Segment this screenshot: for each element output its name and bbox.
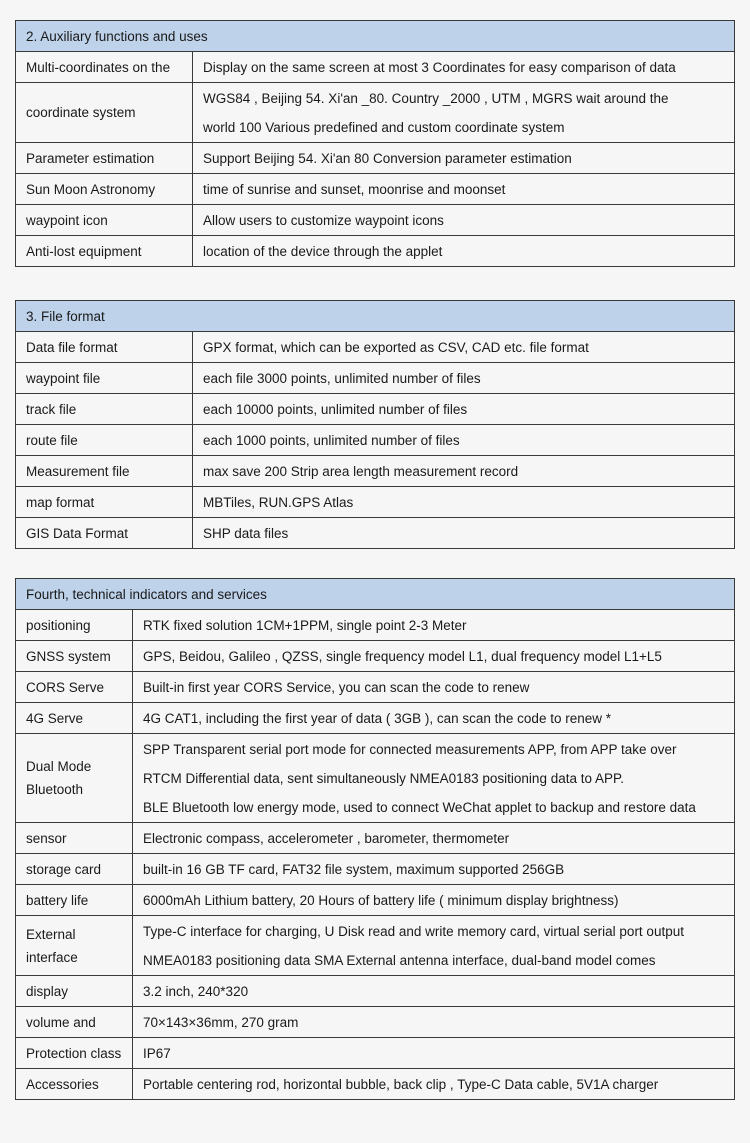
spec-value bbox=[193, 363, 735, 394]
spec-label-line: Multi-coordinates on the bbox=[26, 59, 171, 75]
spec-value bbox=[193, 52, 735, 83]
spec-row bbox=[16, 83, 735, 143]
spec-value bbox=[193, 236, 735, 267]
spec-value-line: SHP data files bbox=[203, 525, 289, 541]
spec-label-line: battery life bbox=[26, 892, 89, 908]
spec-value bbox=[133, 672, 735, 703]
spec-value-line: Display on the same screen at most 3 Coordinates for easy comparison of data bbox=[203, 59, 676, 75]
section-title: Fourth, technical indicators and services bbox=[16, 579, 735, 610]
spec-row bbox=[16, 641, 735, 672]
spec-value bbox=[193, 83, 735, 143]
spec-value-line: RTK fixed solution 1CM+1PPM, single point 2-3 Meter bbox=[143, 617, 467, 633]
spec-row bbox=[16, 456, 735, 487]
spec-value bbox=[133, 854, 735, 885]
spec-row bbox=[16, 976, 735, 1007]
spec-value-line: world 100 Various predefined and custom coordinate system bbox=[203, 119, 565, 135]
spec-value bbox=[133, 610, 735, 641]
spec-value bbox=[193, 425, 735, 456]
spec-value-line: GPX format, which can be exported as CSV, CAD etc. file format bbox=[203, 339, 589, 355]
spec-label bbox=[16, 823, 133, 854]
spec-label-line: GNSS system bbox=[26, 648, 111, 664]
spec-label bbox=[16, 332, 193, 363]
spec-label bbox=[16, 1069, 133, 1100]
spec-value-line: NMEA0183 positioning data SMA External antenna interface, dual-band model comes bbox=[143, 952, 656, 968]
spec-row bbox=[16, 518, 735, 549]
spec-label bbox=[16, 672, 133, 703]
spec-value bbox=[193, 456, 735, 487]
spec-value bbox=[133, 1069, 735, 1100]
spec-label-line: Accessories bbox=[26, 1076, 99, 1092]
spec-row bbox=[16, 425, 735, 456]
spec-value bbox=[133, 734, 735, 823]
spec-row bbox=[16, 854, 735, 885]
spec-row bbox=[16, 205, 735, 236]
spec-value-line: GPS, Beidou, Galileo , QZSS, single frequency model L1, dual frequency model L1+L5 bbox=[143, 648, 662, 664]
spec-value bbox=[133, 641, 735, 672]
spec-row bbox=[16, 703, 735, 734]
spec-row bbox=[16, 734, 735, 823]
spec-row bbox=[16, 823, 735, 854]
spec-row bbox=[16, 1007, 735, 1038]
spec-label bbox=[16, 1007, 133, 1038]
spec-label-line: storage card bbox=[26, 861, 102, 877]
spec-label bbox=[16, 487, 193, 518]
spec-label-line: Measurement file bbox=[26, 463, 130, 479]
spec-value-line: Portable centering rod, horizontal bubble, back clip , Type-C Data cable, 5V1A charger bbox=[143, 1076, 659, 1092]
spec-value-line: built-in 16 GB TF card, FAT32 file system, maximum supported 256GB bbox=[143, 861, 565, 877]
spec-label-line: Bluetooth bbox=[26, 782, 84, 797]
spec-value bbox=[133, 703, 735, 734]
spec-row bbox=[16, 363, 735, 394]
spec-value-line: 70×143×36mm, 270 gram bbox=[143, 1014, 299, 1030]
spec-value bbox=[193, 332, 735, 363]
spec-label-line: Parameter estimation bbox=[26, 150, 155, 166]
spec-value-line: location of the device through the applet bbox=[203, 243, 443, 259]
spec-row bbox=[16, 394, 735, 425]
spec-label bbox=[16, 885, 133, 916]
spec-row bbox=[16, 332, 735, 363]
spec-row bbox=[16, 1038, 735, 1069]
spec-value-line: Type-C interface for charging, U Disk read and write memory card, virtual serial port output bbox=[143, 923, 684, 939]
spec-value bbox=[133, 885, 735, 916]
spec-label bbox=[16, 734, 133, 823]
spec-label bbox=[16, 518, 193, 549]
spec-label-line: display bbox=[26, 983, 69, 999]
spec-row bbox=[16, 610, 735, 641]
spec-label-line: External bbox=[26, 926, 76, 942]
spec-label-line: Dual Mode bbox=[26, 759, 92, 774]
spec-value-line: 4G CAT1, including the first year of data ( 3GB ), can scan the code to renew * bbox=[143, 710, 611, 726]
spec-value bbox=[193, 205, 735, 236]
spec-label bbox=[16, 363, 193, 394]
spec-label bbox=[16, 174, 193, 205]
spec-label-line: sensor bbox=[26, 830, 67, 846]
spec-label-line: track file bbox=[26, 401, 77, 417]
spec-value-line: WGS84 , Beijing 54. Xi'an _80. Country _2000 , UTM , MGRS wait around the bbox=[203, 90, 669, 106]
spec-value-line: SPP Transparent serial port mode for connected measurements APP, from APP take over bbox=[143, 741, 677, 757]
spec-value-line: 3.2 inch, 240*320 bbox=[143, 983, 249, 999]
spec-value-line: IP67 bbox=[143, 1045, 171, 1061]
spec-value-line: Support Beijing 54. Xi'an 80 Conversion parameter estimation bbox=[203, 150, 572, 166]
spec-label bbox=[16, 394, 193, 425]
spec-label bbox=[16, 52, 193, 83]
section-title: 3. File format bbox=[16, 301, 735, 332]
spec-value-line: Electronic compass, accelerometer , barometer, thermometer bbox=[143, 830, 510, 846]
spec-label bbox=[16, 703, 133, 734]
technical-indicators-table bbox=[15, 578, 735, 1100]
spec-label-line: waypoint file bbox=[26, 370, 101, 386]
spec-value bbox=[193, 394, 735, 425]
file-format-table bbox=[15, 300, 735, 549]
spec-row bbox=[16, 1069, 735, 1100]
spec-label bbox=[16, 143, 193, 174]
spec-value-line: MBTiles, RUN.GPS Atlas bbox=[203, 494, 354, 510]
spec-value bbox=[133, 823, 735, 854]
spec-label bbox=[16, 83, 193, 143]
spec-value bbox=[193, 143, 735, 174]
spec-value-line: BLE Bluetooth low energy mode, used to connect WeChat applet to backup and restore data bbox=[143, 799, 696, 815]
spec-label-line: waypoint icon bbox=[26, 212, 108, 228]
spec-value bbox=[193, 174, 735, 205]
spec-value bbox=[193, 518, 735, 549]
spec-label-line: map format bbox=[26, 494, 95, 510]
spec-value-line: RTCM Differential data, sent simultaneously NMEA0183 positioning data to APP. bbox=[143, 770, 625, 786]
spec-label bbox=[16, 425, 193, 456]
spec-value-line: each file 3000 points, unlimited number of files bbox=[203, 370, 481, 386]
spec-label bbox=[16, 205, 193, 236]
spec-label-line: volume and bbox=[26, 1014, 96, 1030]
spec-value bbox=[133, 1007, 735, 1038]
spec-label-line: Sun Moon Astronomy bbox=[26, 181, 156, 197]
spec-row bbox=[16, 174, 735, 205]
spec-label bbox=[16, 916, 133, 976]
spec-label-line: GIS Data Format bbox=[26, 525, 129, 541]
spec-label bbox=[16, 456, 193, 487]
spec-label-line: interface bbox=[26, 949, 78, 965]
spec-row bbox=[16, 487, 735, 518]
spec-value-line: time of sunrise and sunset, moonrise and moonset bbox=[203, 181, 506, 197]
spec-value bbox=[193, 487, 735, 518]
spec-label bbox=[16, 1038, 133, 1069]
spec-row bbox=[16, 143, 735, 174]
spec-label bbox=[16, 976, 133, 1007]
auxiliary-functions-table bbox=[15, 20, 735, 267]
spec-label bbox=[16, 236, 193, 267]
spec-label-line: 4G Serve bbox=[26, 710, 84, 726]
spec-label bbox=[16, 854, 133, 885]
spec-value-line: Built-in first year CORS Service, you can scan the code to renew bbox=[143, 679, 530, 695]
spec-label-line: CORS Serve bbox=[26, 679, 105, 695]
spec-label-line: Data file format bbox=[26, 339, 118, 355]
section-title: 2. Auxiliary functions and uses bbox=[16, 21, 735, 52]
spec-value-line: each 10000 points, unlimited number of files bbox=[203, 401, 468, 417]
spec-value-line: 6000mAh Lithium battery, 20 Hours of battery life ( minimum display brightness) bbox=[143, 892, 619, 908]
spec-label-line: coordinate system bbox=[26, 105, 136, 120]
spec-value-line: max save 200 Strip area length measurement record bbox=[203, 463, 519, 479]
spec-row bbox=[16, 236, 735, 267]
spec-label bbox=[16, 610, 133, 641]
spec-row bbox=[16, 916, 735, 976]
spec-value bbox=[133, 976, 735, 1007]
spec-label-line: route file bbox=[26, 432, 78, 448]
spec-label-line: Anti-lost equipment bbox=[26, 243, 142, 259]
spec-row bbox=[16, 885, 735, 916]
spec-value-line: Allow users to customize waypoint icons bbox=[203, 212, 444, 228]
spec-label-line: positioning bbox=[26, 617, 91, 633]
spec-value bbox=[133, 1038, 735, 1069]
spec-row bbox=[16, 52, 735, 83]
spec-value-line: each 1000 points, unlimited number of files bbox=[203, 432, 460, 448]
spec-label bbox=[16, 641, 133, 672]
spec-label-line: Protection class bbox=[26, 1045, 122, 1061]
spec-row bbox=[16, 672, 735, 703]
spec-value bbox=[133, 916, 735, 976]
